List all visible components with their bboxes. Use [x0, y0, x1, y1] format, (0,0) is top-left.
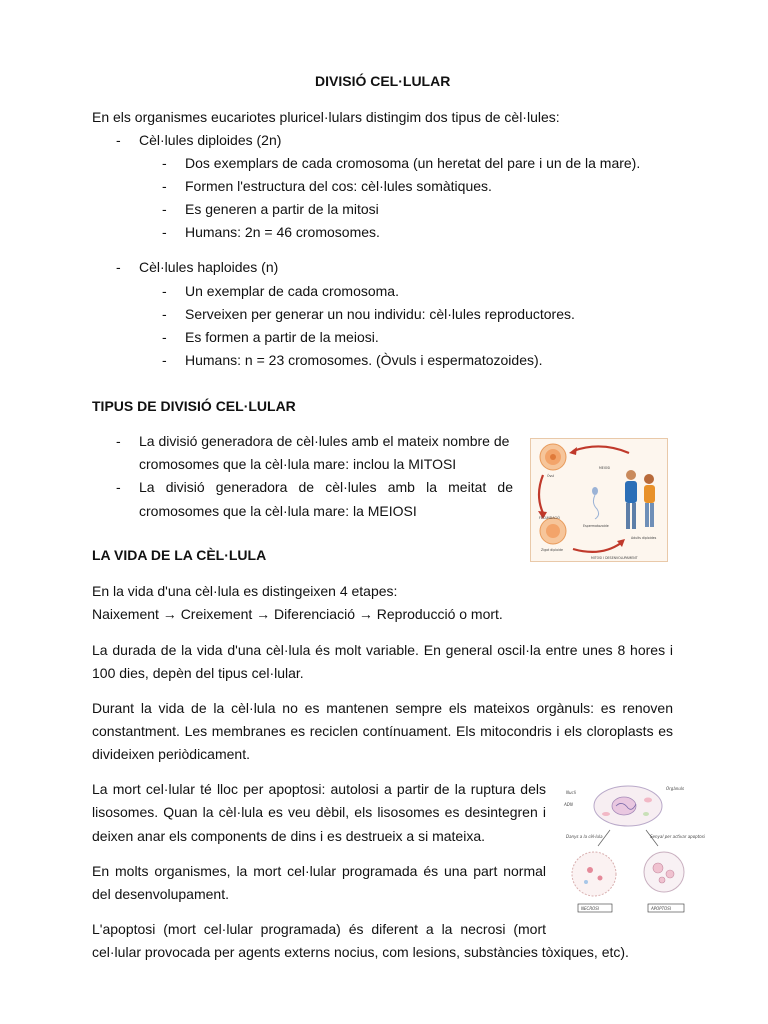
paragraph-line: cel·lular provocada per agents externs nocius, com lesions, substàncies tòxiques, etc).: [92, 944, 629, 960]
life-cycle-figure: [530, 438, 668, 562]
label-organelles: Orgànuls: [666, 786, 685, 791]
list-dash: -: [116, 433, 121, 449]
cell-nucleus: [612, 797, 636, 815]
paragraph-line: En la vida d'una cèl·lula es distingeixen 4 etapes:: [92, 583, 398, 599]
list-item: cromosomes que la cèl·lula mare: la MEIOSI: [139, 503, 417, 519]
label-necrosis: NECROSI: [581, 906, 599, 911]
label-fertilization: FECUNDACIÓ: [539, 516, 560, 520]
label-mitosis: MITOSI I DESENVOLUPAMENT: [591, 556, 638, 560]
female-torso: [644, 485, 655, 503]
list-item: Es formen a partir de la meiosi.: [185, 329, 379, 345]
paragraph-line: 100 dies, depèn del tipus cel·lular.: [92, 665, 304, 681]
cell-fragment: [584, 880, 588, 884]
apoptotic-body: [653, 863, 663, 873]
diploid-heading: Cèl·lules diploides (2n): [139, 132, 282, 148]
label-meiosis: MEIOSI: [599, 466, 611, 470]
list-item: Humans: 2n = 46 cromosomes.: [185, 224, 380, 240]
male-leg: [632, 503, 636, 529]
paragraph-line: Naixement → Creixement → Diferenciació → Reproducció o mort.: [92, 606, 503, 622]
male-torso: [625, 481, 637, 503]
label-apoptosis-signal: Senyal per activar apoptosi: [650, 834, 705, 839]
label-cell-damage: Danys a la cèl·lula: [566, 834, 603, 839]
apoptotic-body: [659, 877, 665, 883]
label-ovum: Òvul: [547, 474, 555, 478]
necrosis-cell: [572, 852, 616, 896]
label-zygote: Zigot diploide: [541, 548, 563, 552]
ovum-core: [550, 454, 556, 460]
list-dash: -: [162, 201, 167, 217]
sperm-head: [592, 487, 598, 495]
paragraph-line: En molts organismes, la mort cel·lular programada és una part normal: [92, 863, 546, 879]
paragraph-line: del desenvolupament.: [92, 886, 229, 902]
list-item: La divisió generadora de cèl·lules amb el mateix nombre de: [139, 433, 510, 449]
label-adults: Adults diploides: [631, 536, 657, 540]
list-dash: -: [162, 155, 167, 171]
section-heading-division-types: TIPUS DE DIVISIÓ CEL·LULAR: [92, 398, 296, 414]
paragraph-line: La mort cel·lular té lloc per apoptosi: autolosi a partir de la ruptura dels: [92, 781, 546, 797]
male-leg: [626, 503, 630, 529]
page-title: DIVISIÓ CEL·LULAR: [315, 73, 451, 89]
list-item: Un exemplar de cada cromosoma.: [185, 283, 399, 299]
apoptosis-figure: [558, 778, 708, 918]
label-nucleus: Nucli: [566, 790, 576, 795]
label-sperm: Espermatozoide: [583, 524, 609, 528]
apoptotic-body: [666, 870, 674, 878]
list-item: Dos exemplars de cada cromosoma (un heretat del pare i un de la mare).: [185, 155, 641, 171]
zygote-nucleus: [546, 524, 560, 538]
female-leg: [650, 503, 654, 527]
apoptosis-cell: [644, 852, 684, 892]
list-dash: -: [162, 224, 167, 240]
list-dash: -: [162, 352, 167, 368]
paragraph-line: divideixen periòdicament.: [92, 746, 250, 762]
organelle: [644, 798, 652, 803]
sperm-tail: [593, 495, 598, 519]
list-dash: -: [116, 132, 121, 148]
paragraph-line: constantment. Les membranes es reciclen contínuament. Els mitocondris i els cloroplasts es: [92, 723, 673, 739]
intro-text: En els organismes eucariotes pluricel·lulars distingim dos tipus de cèl·lules:: [92, 109, 560, 125]
apoptosis-diagram: [558, 778, 708, 918]
paragraph-line: La durada de la vida d'una cèl·lula és molt variable. En general oscil·la entre unes 8 hores i: [92, 642, 673, 658]
label-dna: ADN: [564, 802, 573, 807]
haploid-heading: Cèl·lules haploides (n): [139, 259, 279, 275]
arrow-head: [569, 447, 577, 455]
list-dash: -: [162, 306, 167, 322]
list-dash: -: [116, 259, 121, 275]
paragraph-line: lisosomes. Quan la cèl·lula es veu dèbil, els lisosomes es desintegren i: [92, 804, 546, 820]
paragraph-line: Durant la vida de la cèl·lula no es mantenen sempre els mateixos orgànuls: es renoven: [92, 700, 673, 716]
list-item: Humans: n = 23 cromosomes. (Òvuls i espermatozoides).: [185, 352, 543, 368]
life-cycle-diagram: [531, 439, 667, 561]
list-dash: -: [116, 479, 121, 495]
cell-fragment: [598, 876, 603, 881]
organelle: [643, 812, 649, 816]
list-item: Es generen a partir de la mitosi: [185, 201, 379, 217]
label-apoptosis: APOPTOSI: [651, 906, 672, 911]
cell-fragment: [587, 867, 593, 873]
female-head: [644, 474, 654, 484]
list-item: cromosomes que la cèl·lula mare: inclou la MITOSI: [139, 456, 457, 472]
arrow-fertilization: [539, 475, 543, 513]
list-dash: -: [162, 283, 167, 299]
section-heading-cell-life: LA VIDA DE LA CÈL·LULA: [92, 547, 267, 563]
paragraph-line: L'apoptosi (mort cel·lular programada) és diferent a la necrosi (mort: [92, 921, 546, 937]
organelle: [602, 812, 610, 816]
list-item: La divisió generadora de cèl·lules amb la meitat de: [139, 479, 513, 495]
male-head: [626, 470, 636, 480]
paragraph-line: deixen anar els components de dins i es destrueix a si mateixa.: [92, 828, 485, 844]
list-item: Formen l'estructura del cos: cèl·lules somàtiques.: [185, 178, 492, 194]
list-dash: -: [162, 329, 167, 345]
list-dash: -: [162, 178, 167, 194]
arrow-mitosis: [573, 543, 621, 552]
list-item: Serveixen per generar un nou individu: cèl·lules reproductores.: [185, 306, 575, 322]
female-leg: [645, 503, 649, 527]
arrow-meiosis: [573, 446, 629, 453]
